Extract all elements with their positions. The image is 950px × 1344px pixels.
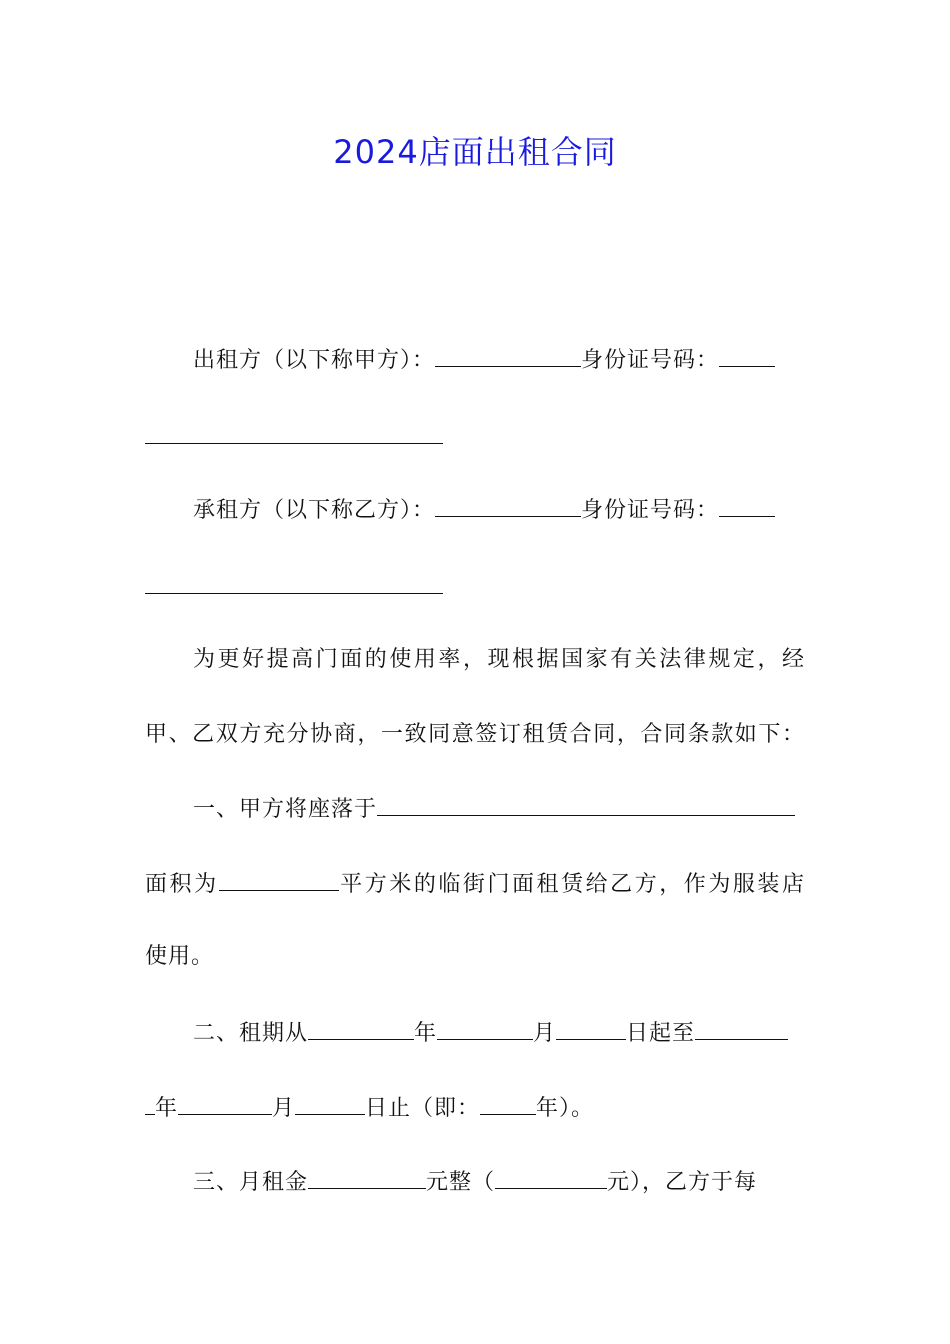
clause-1-line-3: 使用。 (145, 944, 215, 969)
clause-2-line-1 (193, 1017, 805, 1049)
clause-1-location-label: 一、甲方将座落于 (193, 797, 378, 822)
clause-2-year-label: 年 (414, 1021, 438, 1046)
clause-2-years-close: 年）。 (536, 1096, 595, 1121)
clause-2-line-2 (145, 1092, 805, 1124)
lessor-id-blank-continued (145, 443, 443, 444)
clause-3-payment-text: 元），乙方于每 (607, 1170, 758, 1195)
clause-2-month-label: 月 (533, 1021, 557, 1046)
clause-2-label: 二、租期从 (193, 1021, 309, 1046)
clause-1-area-label: 面积为 (145, 872, 219, 897)
clause-1-line-2 (145, 868, 805, 900)
clause-2-start-day-blank (556, 1017, 626, 1040)
clause-2-start-year-blank (308, 1017, 414, 1040)
clause-2-day-from-label: 日起至 (626, 1021, 696, 1046)
intro-line-1: 为更好提高门面的使用率，现根据国家有关法律规定，经 (193, 647, 805, 672)
clause-2-day-to-label: 日止（即： (365, 1096, 481, 1121)
lessor-id-blank (719, 344, 775, 367)
clause-2-end-year-blank-continued (145, 1092, 155, 1115)
clause-2-year2-label: 年 (155, 1096, 179, 1121)
lessee-id-blank-continued (145, 593, 443, 594)
clause-2-end-day-blank (295, 1092, 365, 1115)
clause-3-rent-blank (308, 1166, 426, 1189)
document-title: 2024店面出租合同 (333, 133, 617, 171)
lessor-label: 出租方（以下称甲方）： (193, 348, 436, 373)
clause-2-start-month-blank (437, 1017, 533, 1040)
lessee-id-label: 身份证号码： (581, 498, 720, 523)
lessor-line (193, 344, 805, 376)
clause-2-end-month-blank (178, 1092, 272, 1115)
clause-1-area-text: 平方米的临街门面租赁给乙方，作为服装店 (338, 872, 805, 897)
clause-2-years-blank (480, 1092, 536, 1115)
lessee-name-blank (435, 494, 581, 517)
lessor-id-label: 身份证号码： (581, 348, 720, 373)
clause-1-location-blank (377, 793, 795, 816)
clause-3-rent-label: 三、月租金 (193, 1170, 309, 1195)
lessor-name-blank (435, 344, 581, 367)
clause-3-yuan-label: 元整（ (426, 1170, 496, 1195)
intro-line-2: 甲、乙双方充分协商，一致同意签订租赁合同，合同条款如下： (145, 722, 805, 747)
lessee-id-blank (719, 494, 775, 517)
clause-3-line-1 (193, 1166, 805, 1198)
clause-1-line-1 (193, 793, 805, 825)
lessee-label: 承租方（以下称乙方）： (193, 498, 436, 523)
clause-1-area-blank (219, 868, 339, 891)
clause-2-month2-label: 月 (272, 1096, 296, 1121)
clause-3-rent-uppercase-blank (495, 1166, 607, 1189)
clause-2-end-year-blank (695, 1017, 788, 1040)
lessee-line (193, 494, 805, 526)
